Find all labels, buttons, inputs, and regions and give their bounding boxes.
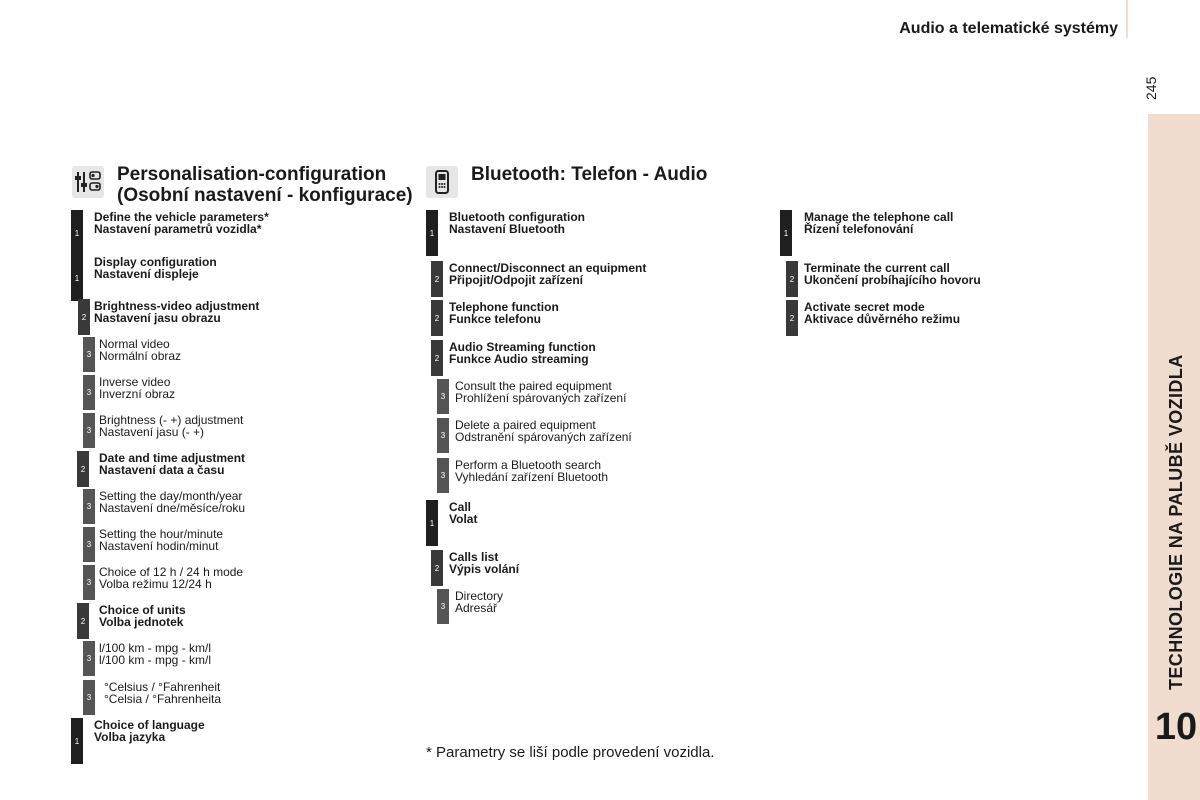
menu-item-en: Telephone function [449, 300, 559, 314]
menu-item-cs: Funkce Audio streaming [449, 352, 589, 366]
menu-item-label [449, 551, 519, 575]
menu-item-en: Normal video [99, 337, 170, 351]
header-title: Audio a telematické systémy [899, 20, 1118, 37]
chapter-tab-label [1136, 300, 1196, 690]
menu-item-cs: Volat [449, 512, 478, 526]
menu-item-label [455, 459, 608, 483]
menu-item-en: Bluetooth configuration [449, 210, 585, 224]
menu-item-label [94, 211, 269, 235]
header-divider [1126, 0, 1128, 38]
menu-item-cs: Nastavení Bluetooth [449, 222, 566, 236]
menu-level-marker: 2 [77, 603, 89, 639]
menu-item-label [449, 341, 596, 365]
menu-item-label [94, 300, 259, 324]
menu-item-cs: Aktivace důvěrného režimu [804, 312, 961, 326]
menu-item-cs: Volba jednotek [99, 615, 184, 629]
menu-item-label [99, 452, 245, 476]
section-title-bluetooth: Bluetooth: Telefon - Audio [471, 164, 708, 185]
chapter-number: 10 [1154, 706, 1198, 748]
menu-level-marker: 1 [71, 210, 83, 256]
menu-level-marker: 3 [83, 413, 95, 448]
menu-item-cs: Inverzní obraz [99, 387, 176, 401]
menu-item-en: Setting the hour/minute [99, 527, 224, 541]
menu-item-label [99, 338, 181, 362]
menu-item-cs: Ukončení probíhajícího hovoru [804, 273, 981, 287]
menu-item-en: Manage the telephone call [804, 210, 954, 224]
menu-item-cs: Nastavení dne/měsíce/roku [99, 501, 246, 515]
menu-item-cs: Řízení telefonování [804, 222, 914, 236]
menu-item-label [449, 211, 585, 235]
menu-item-cs: °Celsia / °Fahrenheita [104, 692, 221, 706]
menu-level-marker: 3 [437, 458, 449, 493]
menu-item-cs: Nastavení data a času [99, 463, 225, 477]
menu-item-en: Choice of 12 h / 24 h mode [99, 565, 244, 579]
menu-item-label [804, 301, 960, 325]
menu-item-label [804, 211, 953, 235]
menu-item-label [804, 262, 981, 286]
menu-item-label [99, 490, 245, 514]
menu-item-en: Date and time adjustment [99, 451, 246, 465]
menu-level-marker: 2 [78, 299, 90, 335]
menu-item-en: Delete a paired equipment [455, 418, 596, 432]
menu-item-en: Perform a Bluetooth search [455, 458, 602, 472]
menu-level-marker: 3 [83, 527, 95, 562]
menu-item-cs: Prohlížení spárovaných zařízení [455, 391, 627, 405]
menu-level-marker: 1 [780, 210, 792, 256]
menu-item-cs: Odstranění spárovaných zařízení [455, 430, 632, 444]
menu-item-cs: Nastavení displeje [94, 267, 199, 281]
menu-item-cs: Nastavení parametrů vozidla* [94, 222, 262, 236]
menu-level-marker: 1 [71, 718, 83, 764]
page-number [1143, 74, 1169, 100]
menu-item-en: Calls list [449, 550, 499, 564]
menu-level-marker: 2 [431, 261, 443, 297]
menu-item-en: Define the vehicle parameters* [94, 210, 269, 224]
menu-item-label [449, 501, 477, 525]
menu-level-marker: 3 [437, 589, 449, 624]
menu-item-en: Brightness (- +) adjustment [99, 413, 244, 427]
menu-item-cs: Volba režimu 12/24 h [99, 577, 212, 591]
menu-level-marker: 2 [431, 300, 443, 336]
menu-item-en: Consult the paired equipment [455, 379, 612, 393]
menu-item-en: Setting the day/month/year [99, 489, 243, 503]
menu-item-label [99, 528, 223, 552]
menu-level-marker: 3 [83, 337, 95, 372]
menu-level-marker: 1 [71, 255, 83, 301]
section-title-cs: (Osobní nastavení - konfigurace) [117, 185, 413, 206]
menu-item-label [455, 419, 632, 443]
chapter-tab-text: TECHNOLOGIE NA PALUBĚ VOZIDLA [1166, 354, 1186, 690]
menu-item-label [449, 262, 646, 286]
menu-item-en: °Celsius / °Fahrenheit [104, 680, 221, 694]
menu-level-marker: 2 [431, 550, 443, 586]
menu-level-marker: 3 [437, 379, 449, 414]
menu-item-en: Audio Streaming function [449, 340, 596, 354]
menu-item-cs: Nastavení jasu (- +) [99, 425, 205, 439]
menu-item-en: Connect/Disconnect an equipment [449, 261, 647, 275]
menu-item-en: l/100 km - mpg - km/l [99, 641, 212, 655]
menu-item-en: Choice of units [99, 603, 186, 617]
menu-item-cs: Volba jazyka [94, 730, 166, 744]
menu-item-label [99, 376, 175, 400]
phone-icon [426, 166, 458, 198]
menu-item-en: Call [449, 500, 472, 514]
menu-item-label [99, 642, 211, 666]
menu-level-marker: 3 [83, 680, 95, 715]
menu-item-cs: Adresář [455, 601, 498, 615]
section-title-personalisation [117, 164, 413, 206]
menu-item-label [94, 719, 205, 743]
menu-level-marker: 1 [426, 210, 438, 256]
menu-level-marker: 3 [437, 418, 449, 453]
menu-item-en: Inverse video [99, 375, 171, 389]
menu-item-label [449, 301, 559, 325]
menu-item-label [455, 380, 626, 404]
menu-item-en: Brightness-video adjustment [94, 299, 260, 313]
menu-item-label [99, 566, 243, 590]
page-number-text: 245 [1143, 76, 1159, 100]
menu-item-en: Choice of language [94, 718, 205, 732]
menu-item-label [104, 681, 221, 705]
menu-item-en: Display configuration [94, 255, 217, 269]
footnote: * Parametry se liší podle provedení vozidla. [426, 744, 715, 761]
menu-level-marker: 3 [83, 565, 95, 600]
menu-item-en: Directory [455, 589, 504, 603]
menu-level-marker: 1 [426, 500, 438, 546]
menu-item-cs: Výpis volání [449, 562, 520, 576]
menu-item-cs: Připojit/Odpojit zařízení [449, 273, 584, 287]
menu-level-marker: 2 [431, 340, 443, 376]
settings-sliders-icon [72, 166, 104, 198]
menu-level-marker: 2 [77, 451, 89, 487]
menu-item-label [455, 590, 503, 614]
menu-level-marker: 2 [786, 300, 798, 336]
menu-item-cs: Funkce telefonu [449, 312, 542, 326]
menu-item-en: Terminate the current call [804, 261, 950, 275]
menu-item-label [94, 256, 217, 280]
menu-item-cs: Nastavení hodin/minut [99, 539, 219, 553]
menu-level-marker: 3 [83, 641, 95, 676]
menu-level-marker: 3 [83, 375, 95, 410]
menu-item-cs: Nastavení jasu obrazu [94, 311, 221, 325]
menu-item-en: Activate secret mode [804, 300, 925, 314]
menu-level-marker: 2 [786, 261, 798, 297]
menu-level-marker: 3 [83, 489, 95, 524]
section-title-en: Personalisation-configuration [117, 164, 387, 185]
menu-item-label [99, 604, 186, 628]
menu-item-label [99, 414, 243, 438]
menu-item-cs: l/100 km - mpg - km/l [99, 653, 212, 667]
menu-item-cs: Normální obraz [99, 349, 182, 363]
menu-item-cs: Vyhledání zařízení Bluetooth [455, 470, 608, 484]
